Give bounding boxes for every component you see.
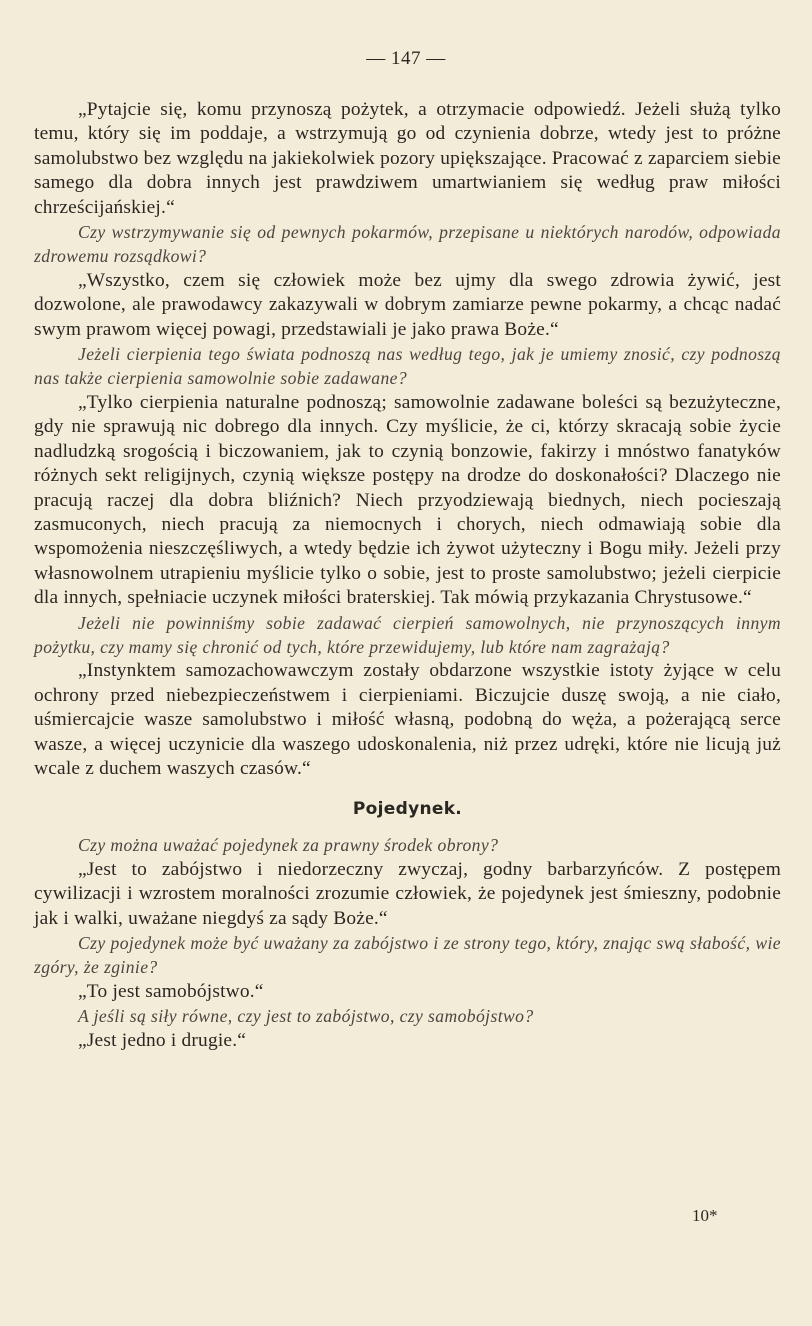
answer-paragraph: „To jest samobójstwo.“ xyxy=(78,980,264,1002)
page-content xyxy=(34,98,781,1053)
question-paragraph: Jeżeli cierpienia tego świata podnoszą nas według tego, jak je umiemy znosić, czy podnoszą nas także cierpienia samowolnie sobie zadawane? xyxy=(34,344,781,389)
question-paragraph: Czy pojedynek może być uważany za zabójstwo i ze strony tego, który, znając swą słabość, wie zgóry, że zginie? xyxy=(34,933,781,978)
section-heading: Pojedynek. xyxy=(352,799,463,820)
page-number: — 147 — xyxy=(366,48,446,69)
answer-paragraph: „Tylko cierpienia naturalne podnoszą; samowolnie zadawane boleści są bezużyteczne, gdy nie sprawują nic dobrego dla innych. Czy myślicie, że ci, którzy skracają sobie życie nadludzką srogością i biczowaniem, jak to czynią bonzowie, fakirzy i mnóstwo fanatyków różnych sekt religijnych, czynią większe postępy na drodze do doskonałości? Dlaczego nie pracują raczej dla dobra bliźnich? Niech przyodziewają biednych, niech pocieszają zasmuconych, niech pracują za niemocnych i chorych, niech odmawiają sobie dla wspomożenia nieszczęśliwych, a wtedy będzie ich żywot użyteczny i Bogu miły. Jeżeli przy własnowolnem utrapieniu myślicie tylko o sobie, jest to proste samolubstwo; jeżeli cierpicie dla innych, spełniacie uczynek miłości braterskiej. Tak mówią przykazania Chrystusowe.“ xyxy=(34,391,781,609)
signature-mark: 10* xyxy=(692,1206,718,1225)
question-paragraph: A jeśli są siły równe, czy jest to zabójstwo, czy samobójstwo? xyxy=(78,1006,534,1027)
question-paragraph: Jeżeli nie powinniśmy sobie zadawać cierpień samowolnych, nie przynoszących innym pożytku, czy mamy się chronić od tych, które przewidujemy, lub które nam zagrażają? xyxy=(34,612,781,657)
question-paragraph: Czy można uważać pojedynek za prawny środek obrony? xyxy=(78,835,499,856)
answer-paragraph: „Pytajcie się, komu przynoszą pożytek, a otrzymacie odpowiedź. Jeżeli służą tylko temu, który się im poddaje, a wstrzymują go od czynienia dobrze, wtedy jest to próżne samolubstwo bez względu na jakiekolwiek pozory upiększające. Pracować z zaparciem siebie samego dla dobra innych jest prawdziwem umartwianiem się według praw miłości chrześcijańskiej.“ xyxy=(34,99,781,218)
answer-paragraph: „Wszystko, czem się człowiek może bez ujmy dla swego zdrowia żywić, jest dozwolone, ale prawodawcy zakazywali w dobrym zamiarze pewne pokarmy, a chcąc nadać swym prawom więcej powagi, przedstawiali je jako prawa Boże.“ xyxy=(34,269,781,340)
answer-paragraph: „Instynktem samozachowawczym zostały obdarzone wszystkie istoty żyjące w celu ochrony przed niebezpieczeństwem i cierpieniami. Biczujcie duszę swoją, a nie ciało, uśmiercajcie wasze samolubstwo i miłość własną, podobną do węża, a pożerającą serce wasze, a więcej uczynicie dla waszego udoskonalenia, niż przez udręki, które nie licują już wcale z duchem waszych czasów.“ xyxy=(34,660,781,779)
answer-paragraph: „Jest jedno i drugie.“ xyxy=(78,1029,247,1051)
answer-paragraph: „Jest to zabójstwo i niedorzeczny zwyczaj, godny barbarzyńców. Z postępem cywilizacji i wzrostem moralności zrozumie człowiek, że pojedynek jest śmieszny, podobnie jak i walki, uważane niegdyś za sądy Boże.“ xyxy=(34,858,781,929)
question-paragraph: Czy wstrzymywanie się od pewnych pokarmów, przepisane u niektórych narodów, odpowiada zdrowemu rozsądkowi? xyxy=(34,222,781,267)
